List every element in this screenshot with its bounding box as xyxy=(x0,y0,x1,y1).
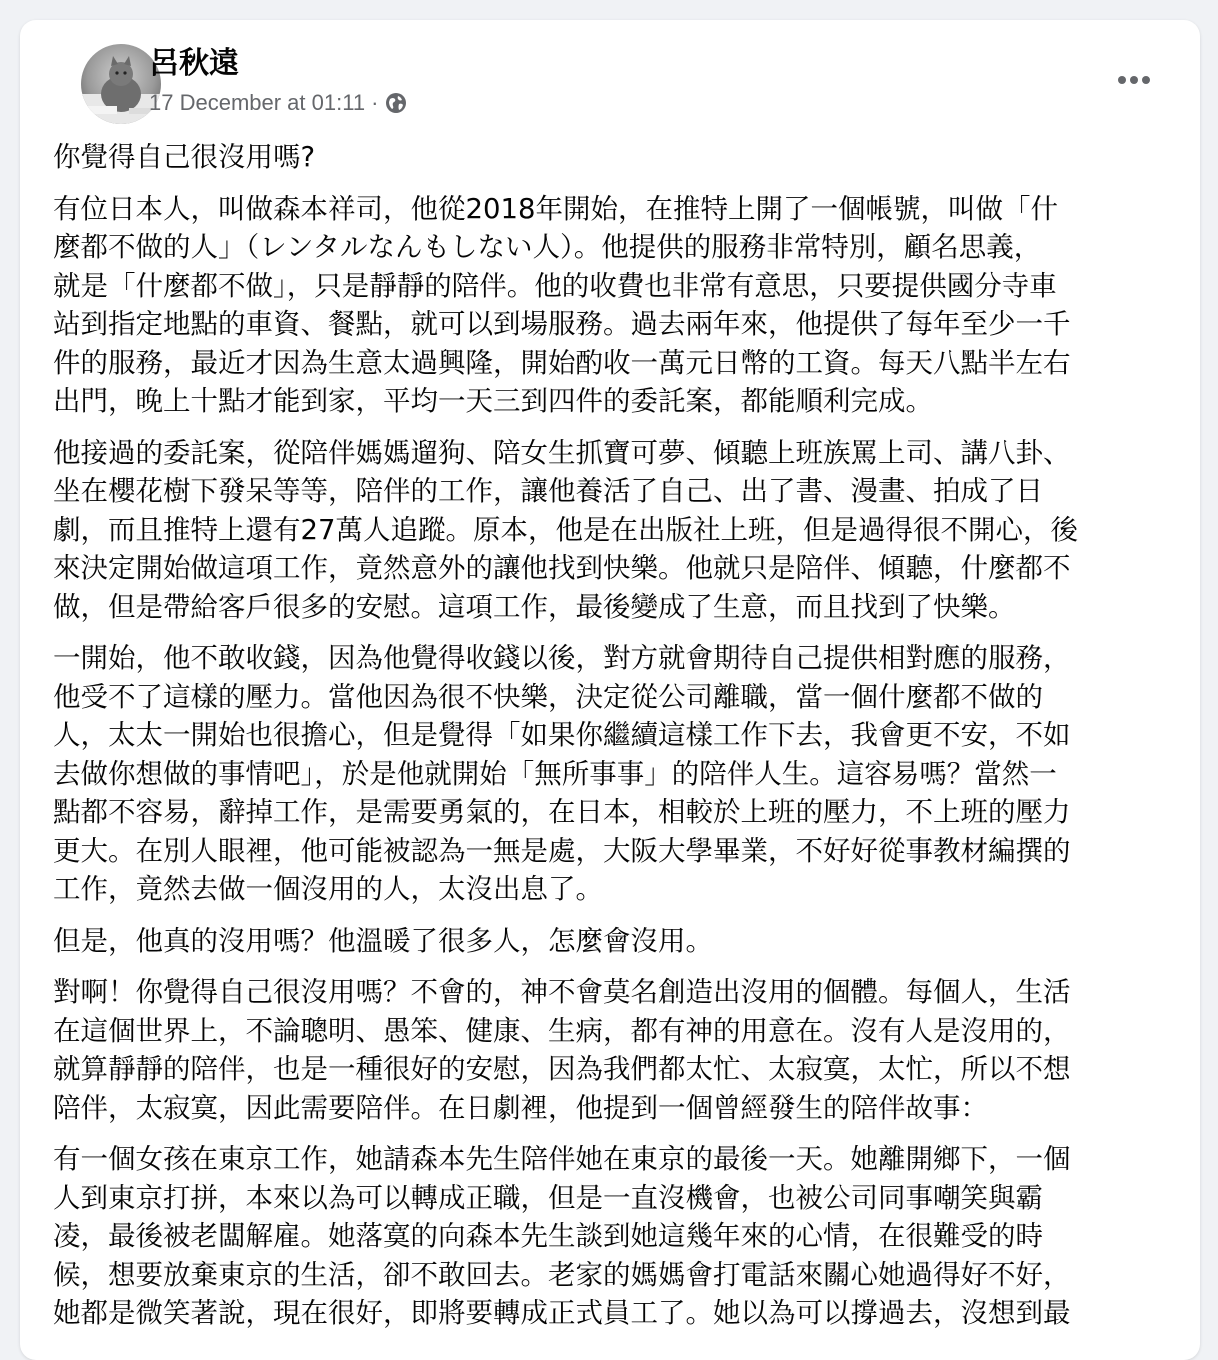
post-card xyxy=(20,20,1200,1360)
post-timestamp[interactable]: 17 December at 01:11 xyxy=(149,90,366,115)
post-paragraph: 有位日本人，叫做森本祥司，他從2018年開始，在推特上開了一個帳號，叫做「什 麼都不做的人」（レンタルなんもしない人）。他提供的服務非常特別，顧名思義， 就是「什麼都不做」，只是靜靜的陪伴。他的收費也非常有意思，只要提供國分寺車 站到指定地點的車資、餐點，就可以到場服務。過去兩年來，他提供了每年至少一千 件的服務，最近才因為生意太過興隆，開始酌收一萬元日幣的工資。每天八點半左右 出門，晚上十點才能到家，平均一天三到四件的委託案，都能順利完成。 xyxy=(53,192,1071,417)
post-paragraph: 一開始，他不敢收錢，因為他覺得收錢以後，對方就會期待自己提供相對應的服務， 他受不了這樣的壓力。當他因為很不快樂，決定從公司離職，當一個什麼都不做的 人，太太一開始也很擔心，但是覺得「如果你繼續這樣工作下去，我會更不安，不如 去做你想做的事情吧」，於是他就開始「無所事事」的陪伴人生。這容易嗎？當然一 點都不容易，辭掉工作，是需要勇氣的，在日本，相較於上班的壓力，不上班的壓力 更大。在別人眼裡，他可能被認為一無是處，大阪大學畢業，不好好從事教材編撰的 工作，竟然去做一個沒用的人，太沒出息了。 xyxy=(53,642,1071,905)
author-name[interactable]: 呂秋遠 xyxy=(149,46,239,81)
post-paragraph: 有一個女孩在東京工作，她請森本先生陪伴她在東京的最後一天。她離開鄉下，一個 人到東京打拼，本來以為可以轉成正職，但是一直沒機會，也被公司同事嘲笑與霸 凌，最後被老闆解雇。她落寞的向森本先生談到她這幾年來的心情，在很難受的時 候，想要放棄東京的生活，卻不敢回去。老家的媽媽會打電話來關心她過得好不好， 她都是微笑著說，現在很好，即將要轉成正式員工了。她以為可以撐過去，沒想到最 xyxy=(53,1143,1071,1329)
more-options-button[interactable] xyxy=(1108,60,1160,100)
post-paragraph: 你覺得自己很沒用嗎? xyxy=(53,141,316,173)
meta-separator: · xyxy=(371,90,379,115)
post-header xyxy=(20,20,1200,140)
post-paragraph: 他接過的委託案，從陪伴媽媽遛狗、陪女生抓寶可夢、傾聽上班族罵上司、講八卦、 坐在櫻花樹下發呆等等，陪伴的工作，讓他養活了自己、出了書、漫畫、拍成了日 劇，而且推特上還有27萬人追蹤。原本，他是在出版社上班，但是過得很不開心，後 來決定開始做這項工作，竟然意外的讓他找到快樂。他就只是陪伴、傾聽，什麼都不 做，但是帶給客戶很多的安慰。這項工作，最後變成了生意，而且找到了快樂。 xyxy=(53,436,1078,623)
post-body xyxy=(53,138,1193,1346)
post-meta xyxy=(149,86,408,120)
more-horizontal-icon xyxy=(1117,75,1151,85)
globe-icon[interactable] xyxy=(384,91,408,115)
post-paragraph: 但是，他真的沒用嗎？他溫暖了很多人，怎麼會沒用。 xyxy=(53,924,713,957)
post-paragraph: 對啊！你覺得自己很沒用嗎？不會的，神不會莫名創造出沒用的個體。每個人，生活 在這個世界上，不論聰明、愚笨、健康、生病，都有神的用意在。沒有人是沒用的， 就算靜靜的陪伴，也是一種很好的安慰，因為我們都太忙、太寂寞，太忙，所以不想 陪伴，太寂寞，因此需要陪伴。在日劇裡，他提到一個曾經發生的陪伴故事： xyxy=(53,976,1071,1124)
